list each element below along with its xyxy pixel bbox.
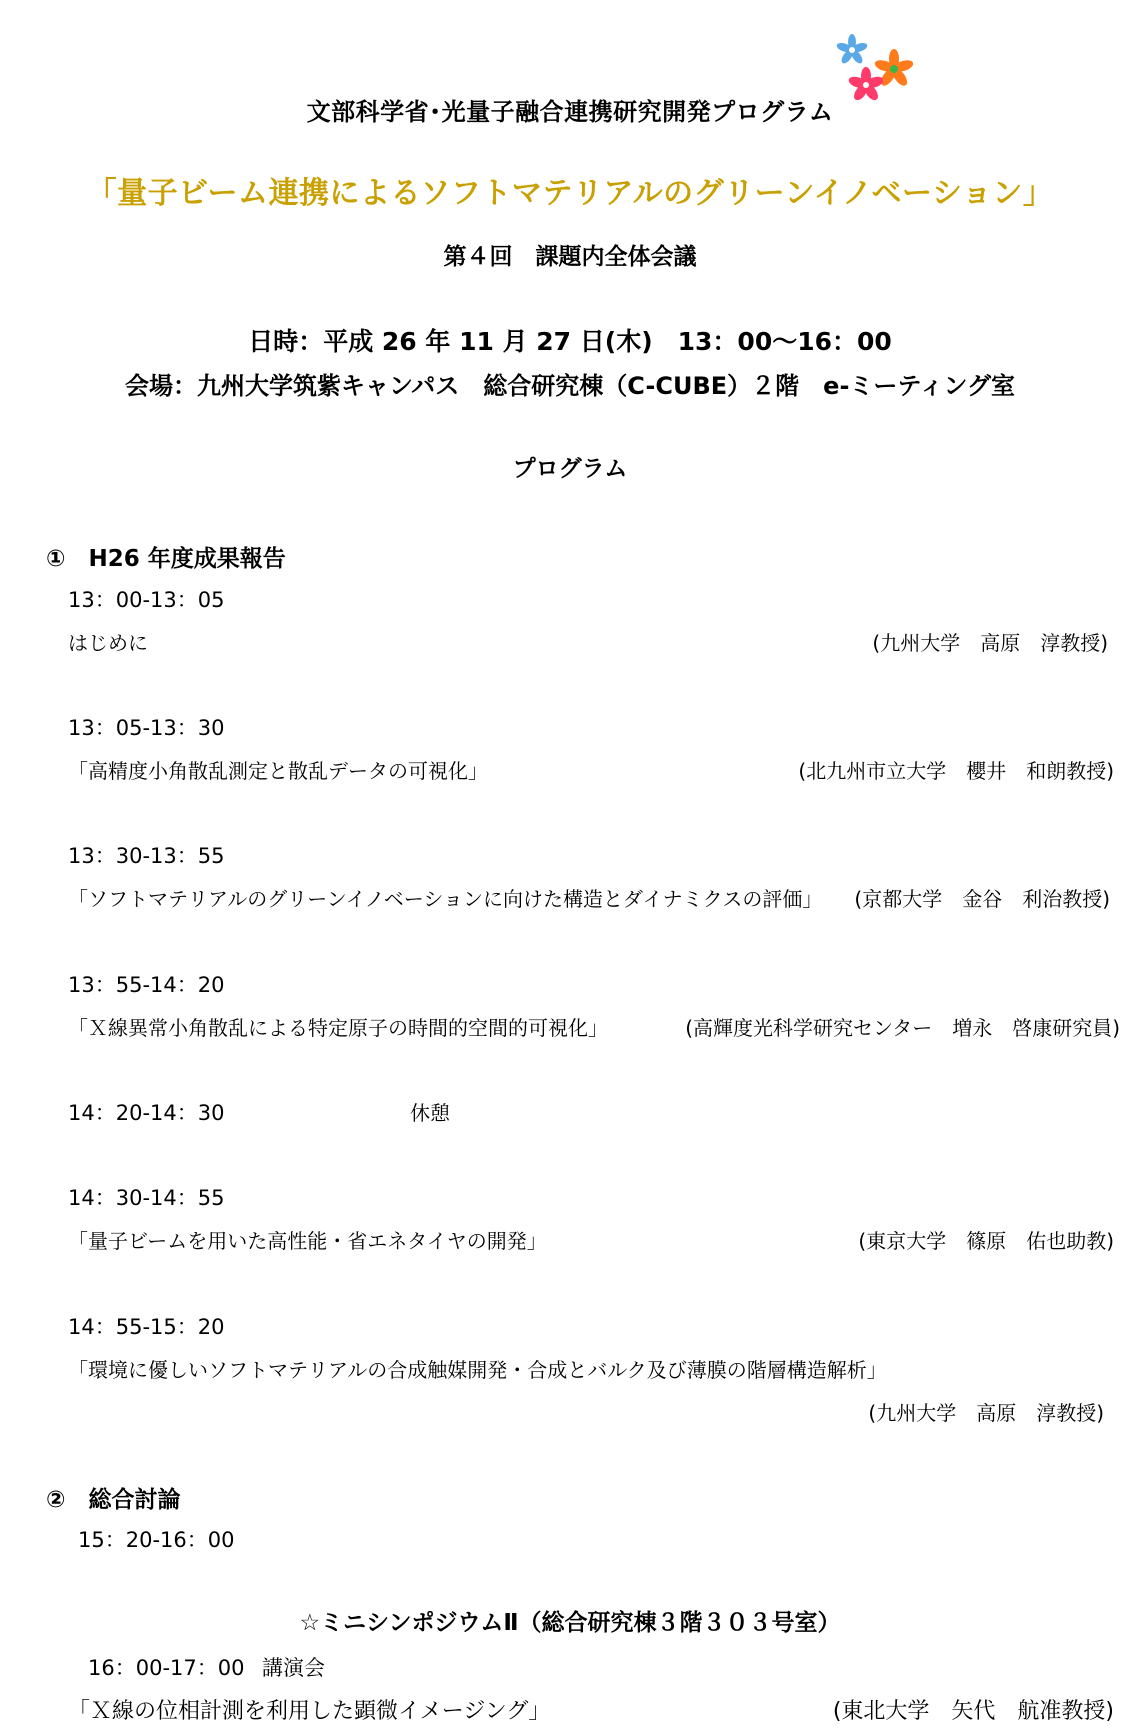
organization-title: 文部科学省･光量子融合連携研究開発プログラム xyxy=(306,98,834,126)
meeting-venue: 会場：九州大学筑紫キャンパス 総合研究棟（C-CUBE）２階 e-ミーティング室 xyxy=(124,372,1016,400)
symposium-time: 16：00-17：00 xyxy=(88,1656,245,1680)
agenda-speaker: (高輝度光科学研究センター 増永 啓康研究員) xyxy=(685,1016,1120,1040)
program-heading: プログラム xyxy=(512,456,628,482)
agenda-speaker: (九州大学 高原 淳教授) xyxy=(868,1401,1104,1425)
agenda-time: 14：20-14：30 xyxy=(68,1101,225,1125)
agenda-title: 「Ｘ線異常小角散乱による特定原子の時間的空間的可視化」 xyxy=(68,1016,608,1040)
agenda-speaker: (北九州市立大学 櫻井 和朗教授) xyxy=(798,759,1114,783)
agenda-speaker: (東京大学 篠原 佑也助教) xyxy=(858,1229,1114,1253)
symposium-speaker: (東北大学 矢代 航准教授) xyxy=(832,1699,1114,1724)
section-heading-discussion: ② 総合討論 xyxy=(46,1487,181,1513)
flower-blue-icon xyxy=(836,34,869,65)
agenda-time: 14：55-15：20 xyxy=(68,1315,225,1339)
agenda-title: はじめに xyxy=(68,631,148,655)
symposium-type: 講演会 xyxy=(262,1656,325,1680)
agenda-title: 「ソフトマテリアルのグリーンイノベーションに向けた構造とダイナミクスの評価」 xyxy=(68,887,823,911)
agenda-time: 13：55-14：20 xyxy=(68,973,225,997)
agenda-time: 13：00-13：05 xyxy=(68,588,225,612)
agenda-title: 「環境に優しいソフトマテリアルの合成触媒開発・合成とバルク及び薄膜の階層構造解析」 xyxy=(68,1358,887,1382)
symposium-title: 「Ｘ線の位相計測を利用した顕微イメージング」 xyxy=(68,1699,551,1724)
agenda-time: 13：05-13：30 xyxy=(68,716,225,740)
project-title: 「量子ビーム連携によるソフトマテリアルのグリーンイノベーション」 xyxy=(86,176,1054,211)
agenda-speaker: (京都大学 金谷 利治教授) xyxy=(854,887,1110,911)
agenda-title: 「高精度小角散乱測定と散乱データの可視化」 xyxy=(68,759,488,783)
agenda-title: 「量子ビームを用いた高性能・省エネタイヤの開発」 xyxy=(68,1229,547,1253)
section-heading-results: ① H26 年度成果報告 xyxy=(46,546,286,572)
agenda-speaker: (九州大学 高原 淳教授) xyxy=(872,631,1108,655)
meeting-datetime: 日時：平成 26 年 11 月 27 日(木) 13：00～16：00 xyxy=(248,327,892,356)
agenda-time: 14：30-14：55 xyxy=(68,1186,225,1210)
discussion-time: 15：20-16：00 xyxy=(78,1528,235,1552)
meeting-title: 第４回 課題内全体会議 xyxy=(443,244,697,270)
agenda-time: 13：30-13：55 xyxy=(68,844,225,868)
break-label: 休憩 xyxy=(410,1101,450,1125)
symposium-heading: ☆ミニシンポジウムⅡ（総合研究棟３階３０３号室） xyxy=(299,1610,841,1636)
